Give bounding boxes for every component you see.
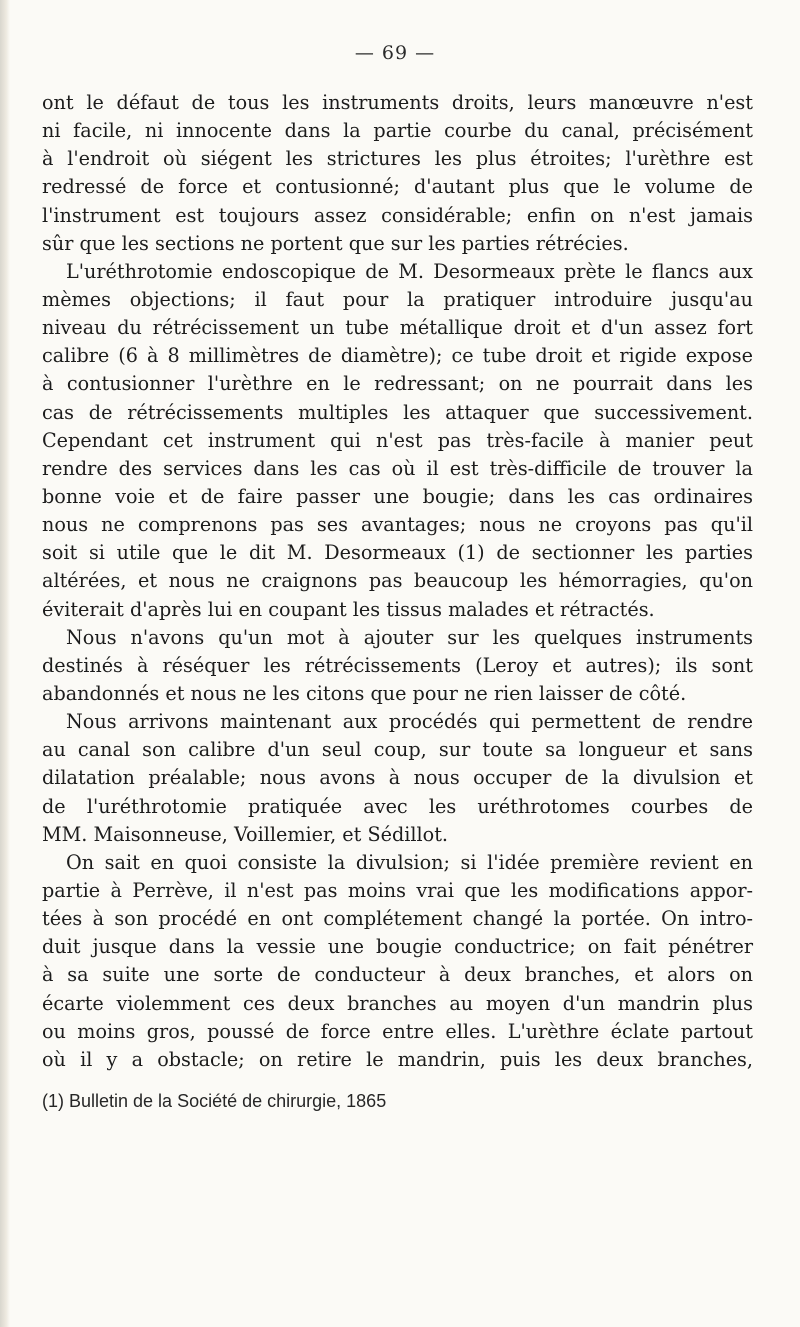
text-line: rendre des services dans les cas où il est très-difficile de trouver la	[42, 456, 753, 480]
text-line: mèmes objections; il faut pour la pratiquer introduire jusqu'au	[42, 287, 753, 311]
text-line: de l'uréthrotomie pratiquée avec les uréthrotomes courbes de	[42, 794, 753, 818]
text-line: calibre (6 à 8 millimètres de diamètre); ce tube droit et rigide expose	[42, 344, 753, 368]
text-line: redressé de force et contusionné; d'autant plus que le volume de	[42, 175, 753, 199]
body-text	[42, 89, 753, 1074]
text-line: à l'endroit où siégent les strictures les plus étroites; l'urèthre est	[42, 147, 753, 171]
text-line: où il y a obstacle; on retire le mandrin, puis les deux branches,	[42, 1047, 753, 1071]
text-line: au canal son calibre d'un seul coup, sur toute sa longueur et sans	[42, 738, 753, 762]
text-line: écarte violemment ces deux branches au moyen d'un mandrin plus	[42, 991, 753, 1015]
text-line: On sait en quoi consiste la divulsion; si l'idée première revient en	[66, 850, 753, 874]
text-line: duit jusque dans la vessie une bougie conductrice; on fait pénétrer	[42, 935, 753, 959]
text-line: nous ne comprenons pas ses avantages; nous ne croyons pas qu'il	[42, 513, 753, 537]
text-line: bonne voie et de faire passer une bougie; dans les cas ordinaires	[42, 484, 753, 508]
text-line: ni facile, ni innocente dans la partie courbe du canal, précisément	[42, 119, 753, 143]
text-line: Nous n'avons qu'un mot à ajouter sur les quelques instruments	[66, 625, 753, 649]
text-line: cas de rétrécissements multiples les attaquer que successivement.	[42, 400, 753, 424]
text-line: altérées, et nous ne craignons pas beaucoup les hémorragies, qu'on	[42, 569, 753, 593]
text-line: abandonnés et nous ne les citons que pour ne rien laisser de côté.	[42, 681, 687, 705]
text-line: tées à son procédé en ont complétement changé la portée. On intro-	[42, 907, 753, 931]
text-line: l'instrument est toujours assez considérable; enfin on n'est jamais	[42, 203, 753, 227]
text-line: niveau du rétrécissement un tube métallique droit et d'un assez fort	[42, 316, 753, 340]
text-line: ont le défaut de tous les instruments droits, leurs manœuvre n'est	[42, 91, 753, 114]
text-line: Cependant cet instrument qui n'est pas très-facile à manier peut	[42, 428, 753, 452]
text-line: à contusionner l'urèthre en le redressant; on ne pourrait dans les	[42, 372, 753, 396]
text-line: L'uréthrotomie endoscopique de M. Desormeaux prète le flancs aux	[66, 259, 753, 283]
text-line: sûr que les sections ne portent que sur les parties rétrécies.	[42, 231, 629, 255]
page-number: — 69 —	[354, 42, 436, 64]
text-line: destinés à réséquer les rétrécissements (Leroy et autres); ils sont	[42, 653, 753, 677]
text-line: MM. Maisonneuse, Voillemier, et Sédillot.	[42, 822, 449, 846]
text-line: soit si utile que le dit M. Desormeaux (1) de sectionner les parties	[42, 541, 753, 565]
text-line: à sa suite une sorte de conducteur à deux branches, et alors on	[42, 963, 753, 987]
page-gutter-edge	[0, 0, 10, 1327]
text-line: partie à Perrève, il n'est pas moins vrai que les modifications appor-	[42, 878, 753, 902]
footnote: (1) Bulletin de la Société de chirurgie, 1865	[42, 1091, 387, 1111]
text-line: dilatation préalable; nous avons à nous occuper de la divulsion et	[42, 766, 753, 790]
text-line: Nous arrivons maintenant aux procédés qui permettent de rendre	[66, 710, 753, 734]
text-line: ou moins gros, poussé de force entre elles. L'urèthre éclate partout	[42, 1019, 753, 1043]
text-line: éviterait d'après lui en coupant les tissus malades et rétractés.	[42, 597, 655, 621]
